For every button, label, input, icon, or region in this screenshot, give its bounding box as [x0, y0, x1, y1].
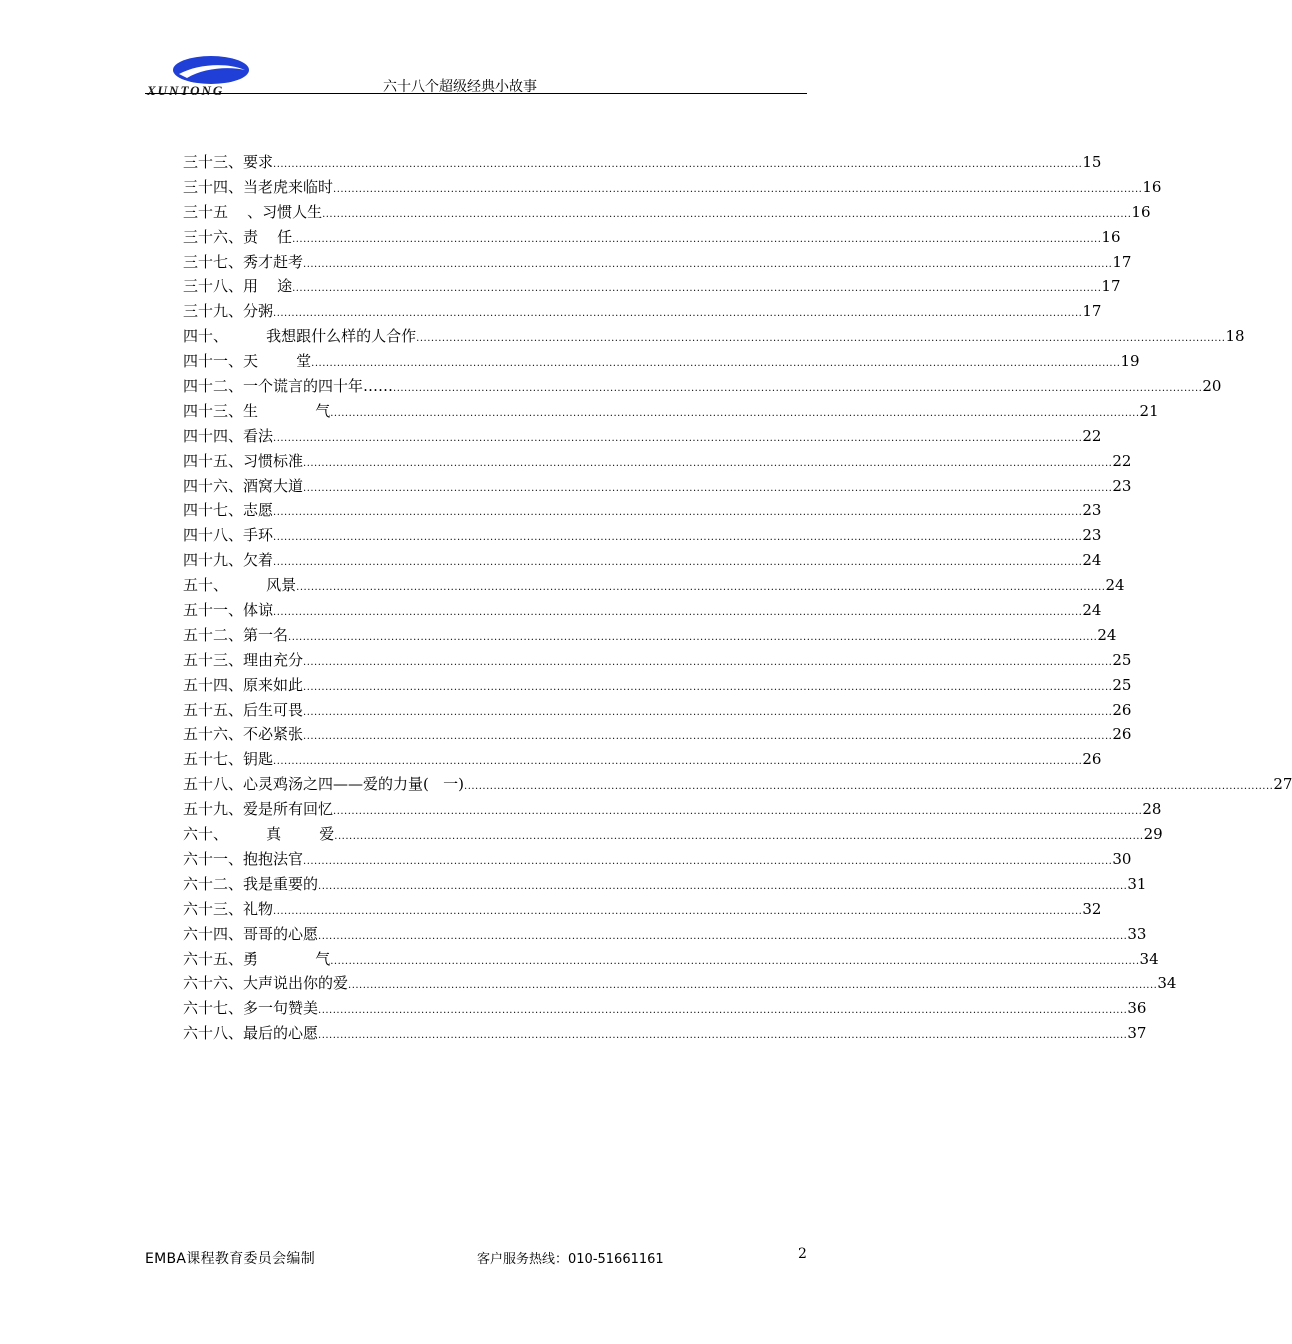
toc-dot-leader: ............................................................................................................................................................................................................................ [273, 308, 1083, 320]
toc-entry-page: 25 [1112, 650, 1132, 669]
toc-dot-leader: ............................................................................................................................................................................................................................ [464, 781, 1274, 793]
header-divider [145, 93, 807, 94]
toc-entry-title: 四十三、生 气 [183, 401, 331, 420]
toc-dot-leader: ............................................................................................................................................................................................................................ [273, 532, 1083, 544]
toc-dot-leader: ............................................................................................................................................................................................................................ [348, 980, 1158, 992]
toc-entry[interactable] [183, 250, 1132, 275]
toc-entry-page: 32 [1082, 899, 1102, 918]
toc-entry-title: 四十八、手环 [183, 526, 274, 545]
toc-dot-leader: ............................................................................................................................................................................................................................ [303, 681, 1113, 693]
toc-entry-title: 五十三、理由充分 [183, 650, 304, 669]
toc-entry-title: 六十、 真 爱 [183, 825, 335, 844]
toc-entry-page: 22 [1082, 426, 1102, 445]
toc-entry[interactable] [183, 274, 1121, 299]
toc-entry[interactable] [183, 374, 1222, 399]
toc-dot-leader: ............................................................................................................................................................................................................................ [292, 283, 1102, 295]
toc-entry-title: 六十二、我是重要的 [183, 874, 319, 893]
toc-entry-title: 六十七、多一句赞美 [183, 999, 319, 1018]
toc-dot-leader: ............................................................................................................................................................................................................................ [273, 557, 1083, 569]
toc-entry-page: 16 [1101, 227, 1121, 246]
toc-entry-title: 五十五、后生可畏 [183, 700, 304, 719]
toc-entry-title: 三十四、当老虎来临时 [183, 177, 334, 196]
toc-dot-leader: ............................................................................................................................................................................................................................ [333, 806, 1143, 818]
toc-entry-page: 21 [1139, 401, 1159, 420]
toc-entry-page: 30 [1112, 849, 1132, 868]
toc-entry-title: 三十七、秀才赶考 [183, 252, 304, 271]
toc-entry[interactable] [183, 897, 1102, 922]
toc-entry-title: 五十一、体谅 [183, 601, 274, 620]
toc-entry[interactable] [183, 971, 1177, 996]
toc-dot-leader: ............................................................................................................................................................................................................................ [318, 930, 1128, 942]
toc-entry-page: 18 [1225, 327, 1245, 346]
toc-dot-leader: ............................................................................................................................................................................................................................ [273, 607, 1083, 619]
toc-dot-leader: ............................................................................................................................................................................................................................ [330, 407, 1140, 419]
toc-entry[interactable] [183, 947, 1159, 972]
toc-entry[interactable] [183, 449, 1132, 474]
toc-entry[interactable] [183, 747, 1102, 772]
toc-dot-leader: ............................................................................................................................................................................................................................ [292, 233, 1102, 245]
toc-entry-title: 四十二、一个谎言的四十年…… [183, 377, 394, 396]
toc-entry-title: 六十六、大声说出你的爱 [183, 974, 349, 993]
toc-entry-page: 34 [1157, 974, 1177, 993]
toc-entry[interactable] [183, 822, 1163, 847]
toc-entry-page: 24 [1097, 625, 1117, 644]
toc-entry-title: 五十九、爱是所有回忆 [183, 800, 334, 819]
toc-entry[interactable] [183, 598, 1102, 623]
toc-entry-title: 四十七、志愿 [183, 501, 274, 520]
toc-entry-title: 四十五、习惯标准 [183, 451, 304, 470]
toc-dot-leader: ............................................................................................................................................................................................................................ [273, 905, 1083, 917]
toc-entry-page: 15 [1082, 153, 1102, 171]
toc-entry[interactable] [183, 399, 1159, 424]
toc-entry-title: 六十八、最后的心愿 [183, 1024, 319, 1043]
toc-entry-title: 五十二、第一名 [183, 625, 289, 644]
toc-entry-page: 17 [1112, 252, 1132, 271]
toc-entry-page: 37 [1127, 1024, 1147, 1043]
document-title: 六十八个超级经典小故事 [383, 79, 537, 95]
toc-dot-leader: ............................................................................................................................................................................................................................ [322, 208, 1132, 220]
toc-entry[interactable] [183, 324, 1245, 349]
toc-entry[interactable] [183, 772, 1292, 797]
toc-entry-page: 16 [1142, 177, 1162, 196]
toc-entry[interactable] [183, 424, 1102, 449]
toc-entry-title: 三十八、用 途 [183, 277, 293, 296]
table-of-contents [183, 150, 1292, 1046]
toc-entry[interactable] [183, 922, 1147, 947]
toc-dot-leader: ............................................................................................................................................................................................................................ [330, 955, 1140, 967]
toc-entry[interactable] [183, 1021, 1147, 1046]
xuntong-logo [145, 48, 280, 98]
toc-entry[interactable] [183, 200, 1151, 225]
toc-entry[interactable] [183, 175, 1162, 200]
toc-entry[interactable] [183, 648, 1132, 673]
toc-entry-title: 六十三、礼物 [183, 899, 274, 918]
toc-entry[interactable] [183, 299, 1102, 324]
page-number: 2 [798, 1246, 807, 1262]
toc-dot-leader: ............................................................................................................................................................................................................................ [303, 457, 1113, 469]
toc-entry-title: 四十四、看法 [183, 426, 274, 445]
toc-entry-title: 五十八、心灵鸡汤之四——爱的力量( 一) [183, 775, 465, 794]
logo-swoosh [173, 56, 249, 84]
toc-entry[interactable] [183, 872, 1147, 897]
toc-entry[interactable] [183, 474, 1132, 499]
toc-entry-title: 五十四、原来如此 [183, 675, 304, 694]
toc-entry-page: 19 [1120, 352, 1140, 371]
toc-entry[interactable] [183, 698, 1132, 723]
footer-publisher: EMBA课程教育委员会编制 [145, 1251, 316, 1267]
toc-entry-page: 23 [1082, 526, 1102, 545]
toc-dot-leader: ............................................................................................................................................................................................................................ [296, 582, 1106, 594]
toc-entry-page: 23 [1112, 476, 1132, 495]
toc-entry-title: 三十九、分粥 [183, 302, 274, 321]
toc-dot-leader: ............................................................................................................................................................................................................................ [303, 706, 1113, 718]
toc-entry[interactable] [183, 225, 1121, 250]
toc-entry[interactable] [183, 847, 1132, 872]
toc-entry-page: 31 [1127, 874, 1147, 893]
toc-entry[interactable] [183, 523, 1102, 548]
toc-entry[interactable] [183, 498, 1102, 523]
toc-entry-page: 24 [1082, 601, 1102, 620]
toc-dot-leader: ............................................................................................................................................................................................................................ [334, 831, 1144, 843]
toc-entry-page: 20 [1202, 377, 1222, 396]
toc-entry-title: 五十七、钥匙 [183, 750, 274, 769]
toc-dot-leader: ............................................................................................................................................................................................................................ [273, 507, 1083, 519]
toc-entry-title: 五十六、不必紧张 [183, 725, 304, 744]
toc-entry-page: 26 [1112, 725, 1132, 744]
toc-dot-leader: ............................................................................................................................................................................................................................ [318, 1005, 1128, 1017]
toc-entry[interactable] [183, 150, 1102, 175]
toc-entry[interactable] [183, 996, 1147, 1021]
toc-entry[interactable] [183, 797, 1162, 822]
toc-entry-title: 四十一、天 堂 [183, 352, 312, 371]
toc-entry[interactable] [183, 623, 1117, 648]
toc-dot-leader: ............................................................................................................................................................................................................................ [311, 358, 1121, 370]
toc-entry-title: 四十、 我想跟什么样的人合作 [183, 327, 417, 346]
toc-entry-page: 29 [1143, 825, 1163, 844]
toc-entry[interactable] [183, 722, 1132, 747]
toc-entry[interactable] [183, 548, 1102, 573]
footer-hotline: 客户服务热线：010-51661161 [477, 1252, 664, 1267]
toc-entry-page: 34 [1139, 949, 1159, 968]
toc-entry-title: 六十五、勇 气 [183, 949, 331, 968]
toc-dot-leader: ............................................................................................................................................................................................................................ [273, 756, 1083, 768]
toc-entry-page: 23 [1082, 501, 1102, 520]
toc-entry-page: 33 [1127, 924, 1147, 943]
toc-entry-page: 16 [1131, 202, 1151, 221]
toc-dot-leader: ............................................................................................................................................................................................................................ [393, 383, 1203, 395]
toc-dot-leader: ............................................................................................................................................................................................................................ [273, 432, 1083, 444]
toc-entry-title: 四十六、酒窝大道 [183, 476, 304, 495]
toc-entry-page: 17 [1101, 277, 1121, 296]
logo-text: XUNTONG [147, 83, 225, 98]
toc-entry-page: 24 [1082, 551, 1102, 570]
toc-entry-page: 22 [1112, 451, 1132, 470]
page-header [145, 40, 807, 96]
toc-entry[interactable] [183, 673, 1132, 698]
toc-entry-page: 25 [1112, 675, 1132, 694]
toc-entry[interactable] [183, 349, 1140, 374]
toc-entry-page: 24 [1105, 576, 1125, 595]
toc-entry-title: 三十五 、习惯人生 [183, 202, 323, 221]
toc-entry-title: 五十、 风景 [183, 576, 297, 595]
toc-dot-leader: ............................................................................................................................................................................................................................ [416, 333, 1226, 345]
toc-dot-leader: ............................................................................................................................................................................................................................ [318, 880, 1128, 892]
toc-dot-leader: ............................................................................................................................................................................................................................ [273, 159, 1083, 170]
toc-entry[interactable] [183, 573, 1125, 598]
toc-dot-leader: ............................................................................................................................................................................................................................ [318, 1030, 1128, 1042]
toc-dot-leader: ............................................................................................................................................................................................................................ [303, 731, 1113, 743]
toc-dot-leader: ............................................................................................................................................................................................................................ [303, 656, 1113, 668]
toc-entry-title: 三十三、要求 [183, 153, 274, 171]
toc-entry-page: 17 [1082, 302, 1102, 321]
toc-entry-page: 26 [1082, 750, 1102, 769]
toc-dot-leader: ............................................................................................................................................................................................................................ [303, 855, 1113, 867]
toc-dot-leader: ............................................................................................................................................................................................................................ [288, 631, 1098, 643]
toc-entry-title: 四十九、欠着 [183, 551, 274, 570]
toc-entry-page: 36 [1127, 999, 1147, 1018]
toc-entry-title: 三十六、责 任 [183, 227, 293, 246]
toc-entry-title: 六十一、抱抱法官 [183, 849, 304, 868]
toc-dot-leader: ............................................................................................................................................................................................................................ [333, 183, 1143, 195]
toc-entry-title: 六十四、哥哥的心愿 [183, 924, 319, 943]
toc-dot-leader: ............................................................................................................................................................................................................................ [303, 258, 1113, 270]
toc-entry-page: 28 [1142, 800, 1162, 819]
toc-entry-page: 26 [1112, 700, 1132, 719]
toc-entry-page: 27 [1273, 775, 1292, 794]
toc-dot-leader: ............................................................................................................................................................................................................................ [303, 482, 1113, 494]
